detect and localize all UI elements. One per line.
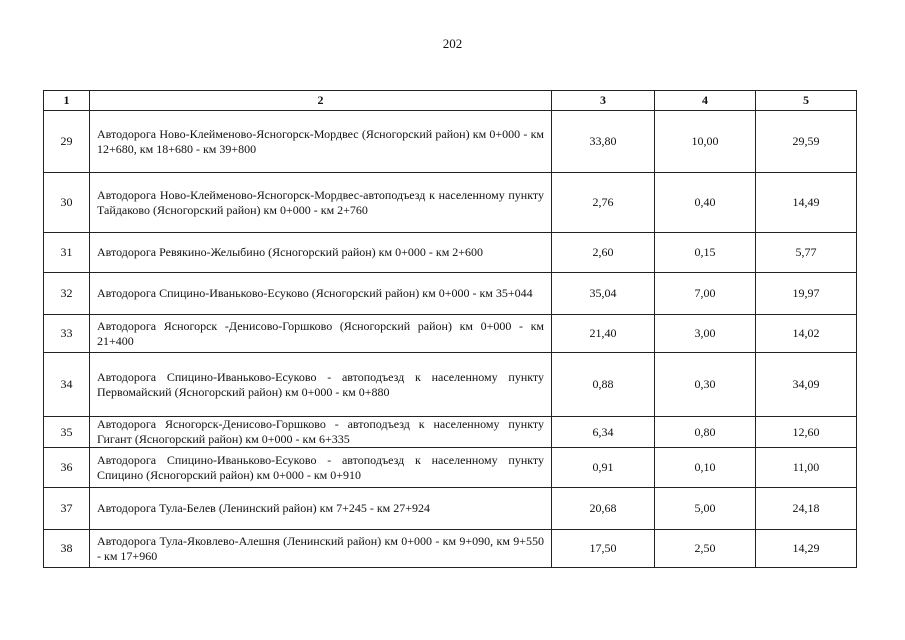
col4-value-cell: 2,50 (655, 530, 756, 568)
col3-value-cell: 0,88 (552, 353, 655, 417)
col4-value-cell: 10,00 (655, 111, 756, 173)
col4-value-cell: 0,40 (655, 173, 756, 233)
row-number-cell: 33 (44, 315, 90, 353)
table-row (44, 173, 857, 233)
row-number-cell: 32 (44, 273, 90, 315)
col3-value-cell: 33,80 (552, 111, 655, 173)
page-number: 202 (442, 36, 463, 51)
header-col-1: 1 (44, 91, 90, 111)
table-row (44, 233, 857, 273)
road-name-cell: Автодорога Спицино-Иваньково-Есуково (Ясногорский район) км 0+000 - км 35+044 (90, 273, 552, 315)
road-name-cell: Автодорога Ревякино-Желыбино (Ясногорский район) км 0+000 - км 2+600 (90, 233, 552, 273)
header-col-5: 5 (756, 91, 857, 111)
header-col-2: 2 (90, 91, 552, 111)
road-name-cell: Автодорога Ново-Клейменово-Ясногорск-Мордвес (Ясногорский район) км 0+000 - км 12+680, км 18+680 - км 39+800 (90, 111, 552, 173)
row-number-cell: 34 (44, 353, 90, 417)
road-name-cell: Автодорога Тула-Яковлево-Алешня (Ленинский район) км 0+000 - км 9+090, км 9+550 - км 17+960 (90, 530, 552, 568)
col4-value-cell: 0,80 (655, 417, 756, 448)
table-row (44, 417, 857, 448)
col5-value-cell: 14,49 (756, 173, 857, 233)
row-number-cell: 30 (44, 173, 90, 233)
col4-value-cell: 0,15 (655, 233, 756, 273)
header-col-4: 4 (655, 91, 756, 111)
table-row (44, 353, 857, 417)
col3-value-cell: 21,40 (552, 315, 655, 353)
col3-value-cell: 2,60 (552, 233, 655, 273)
col3-value-cell: 0,91 (552, 448, 655, 488)
col4-value-cell: 3,00 (655, 315, 756, 353)
table-row (44, 111, 857, 173)
road-name-cell: Автодорога Тула-Белев (Ленинский район) км 7+245 - км 27+924 (90, 488, 552, 530)
table-row (44, 448, 857, 488)
table-row (44, 530, 857, 568)
row-number-cell: 29 (44, 111, 90, 173)
road-table (43, 90, 857, 568)
row-number-cell: 36 (44, 448, 90, 488)
road-name-cell: Автодорога Ново-Клейменово-Ясногорск-Мордвес-автоподъезд к населенному пункту Тайдаково (Ясногорский район) км 0+000 - км 2+760 (90, 173, 552, 233)
col5-value-cell: 5,77 (756, 233, 857, 273)
col5-value-cell: 11,00 (756, 448, 857, 488)
table-row (44, 488, 857, 530)
col4-value-cell: 0,30 (655, 353, 756, 417)
table-row (44, 273, 857, 315)
col5-value-cell: 19,97 (756, 273, 857, 315)
col3-value-cell: 35,04 (552, 273, 655, 315)
table-header-row (44, 91, 857, 111)
col5-value-cell: 14,29 (756, 530, 857, 568)
road-name-cell: Автодорога Ясногорск -Денисово-Горшково (Ясногорский район) км 0+000 - км 21+400 (90, 315, 552, 353)
col3-value-cell: 6,34 (552, 417, 655, 448)
col3-value-cell: 20,68 (552, 488, 655, 530)
header-col-3: 3 (552, 91, 655, 111)
col5-value-cell: 14,02 (756, 315, 857, 353)
col5-value-cell: 34,09 (756, 353, 857, 417)
col4-value-cell: 0,10 (655, 448, 756, 488)
col5-value-cell: 29,59 (756, 111, 857, 173)
col3-value-cell: 17,50 (552, 530, 655, 568)
row-number-cell: 37 (44, 488, 90, 530)
col4-value-cell: 7,00 (655, 273, 756, 315)
road-name-cell: Автодорога Спицино-Иваньково-Есуково - автоподъезд к населенному пункту Спицино (Ясногорский район) км 0+000 - км 0+910 (90, 448, 552, 488)
col5-value-cell: 12,60 (756, 417, 857, 448)
road-name-cell: Автодорога Ясногорск-Денисово-Горшково - автоподъезд к населенному пункту Гигант (Ясногорский район) км 0+000 - км 6+335 (90, 417, 552, 448)
col3-value-cell: 2,76 (552, 173, 655, 233)
row-number-cell: 38 (44, 530, 90, 568)
col4-value-cell: 5,00 (655, 488, 756, 530)
table-row (44, 315, 857, 353)
road-name-cell: Автодорога Спицино-Иваньково-Есуково - автоподъезд к населенному пункту Первомайский (Ясногорский район) км 0+000 - км 0+880 (90, 353, 552, 417)
col5-value-cell: 24,18 (756, 488, 857, 530)
row-number-cell: 31 (44, 233, 90, 273)
row-number-cell: 35 (44, 417, 90, 448)
